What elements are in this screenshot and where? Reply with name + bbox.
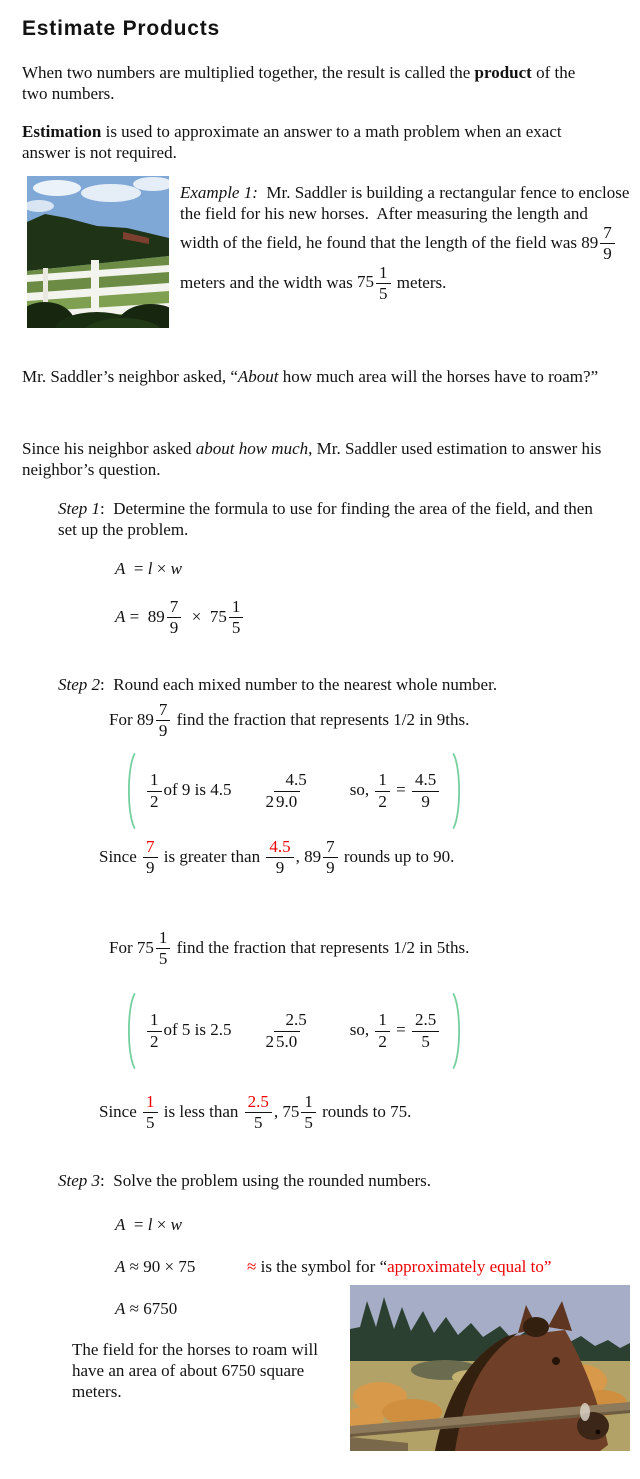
long-division (266, 771, 310, 811)
fraction-4.5-9 (412, 771, 439, 811)
denominator: 5 (304, 1113, 313, 1133)
fraction-1-2 (375, 1011, 390, 1051)
formula-setup (115, 598, 245, 638)
numerator-red: 4.5 (266, 838, 293, 858)
mixed-number-89-7-9 (147, 597, 184, 638)
half-of-statement (145, 771, 232, 811)
red-phrase: approximately equal to” (387, 1257, 552, 1276)
intro-paragraph-1 (22, 62, 604, 104)
fraction-7-9 (600, 224, 615, 264)
var-A: A (115, 1215, 126, 1234)
text-run: Since (99, 846, 142, 866)
denominator: 9 (421, 791, 430, 811)
for-ninths-line (109, 701, 629, 741)
text-run: , Mr. Saddler used estimation to answer his neighbor’s question. (22, 439, 606, 479)
page-title: Estimate Products (22, 17, 220, 40)
ninths-bracket-group (123, 752, 465, 830)
estimation-paragraph (22, 438, 604, 480)
equals-sign: = (125, 1215, 148, 1234)
whole-number: 89 (581, 232, 599, 252)
step3-paragraph (58, 1170, 614, 1191)
text-run: Mr. Saddler’s neighbor asked, “ (22, 367, 238, 386)
var-w: w (170, 1215, 182, 1234)
denominator: 9 (158, 721, 168, 741)
dividend: 5.0 (274, 1031, 300, 1051)
text-run: is used to approximate an answer to a math problem when an exact answer is not required. (22, 122, 566, 162)
numerator: 7 (600, 224, 615, 244)
equals-sign: = (125, 606, 148, 626)
denominator: 5 (379, 284, 388, 304)
whole-number: 89 (304, 846, 322, 866)
numerator: 7 (167, 598, 182, 618)
mixed-number-89-7-9 (304, 837, 340, 878)
numerator: 7 (156, 701, 171, 721)
whole-number: 75 (209, 606, 227, 626)
step2-label: Step 2 (58, 675, 101, 694)
times-sign: × (152, 1215, 171, 1234)
whole-number: 75 (136, 937, 154, 957)
text-run: find the fraction that represents 1/2 in 5ths. (172, 937, 470, 957)
equals-sign: = (391, 779, 410, 799)
pasture-fence-photo (27, 176, 169, 328)
mixed-number-75-1-5 (136, 928, 173, 969)
numerator: 2.5 (412, 1011, 439, 1031)
var-A: A (115, 1299, 126, 1318)
denominator: 5 (421, 1031, 430, 1051)
fraction-1-2 (375, 771, 390, 811)
text-run: rounds up to 90. (339, 846, 455, 866)
formula-area-repeat (115, 1214, 182, 1235)
denominator: 2 (378, 1031, 387, 1051)
mixed-number-75-1-5 (282, 1092, 318, 1133)
denominator: 9 (326, 858, 335, 878)
formula-area (115, 558, 182, 579)
formula-result (115, 1298, 177, 1319)
numerator: 4.5 (412, 771, 439, 791)
right-parenthesis-icon (451, 752, 465, 830)
text-run: of 9 is 4.5 (163, 779, 232, 799)
numerator: 1 (301, 1093, 316, 1113)
half-of-statement (145, 1011, 232, 1051)
var-A: A (115, 1257, 126, 1276)
equals-sign: = (125, 559, 148, 578)
numerator: 7 (323, 838, 338, 858)
denominator: 5 (158, 949, 168, 969)
text-run: : Solve the problem using the rounded numbers. (100, 1171, 432, 1190)
since-ninths-line (99, 838, 629, 878)
denominator: 2 (378, 791, 387, 811)
so-statement (350, 771, 441, 811)
numerator: 1 (147, 1011, 162, 1031)
text-run: is less than (159, 1101, 243, 1121)
pasture-fence-photo-graphic (27, 176, 169, 328)
approx-sign: ≈ (125, 1257, 144, 1276)
var-l: l (147, 559, 153, 578)
var-w: w (170, 559, 182, 578)
text-run: , (295, 846, 305, 866)
approx-sign: ≈ (125, 1299, 144, 1318)
step1-label: Step 1 (58, 499, 101, 518)
intro-paragraph-2 (22, 121, 604, 163)
bold-term-estimation: Estimation (22, 122, 102, 141)
right-parenthesis-icon (451, 992, 465, 1070)
divisor: 2 (265, 1031, 274, 1051)
italic-about-how-much: about how much (195, 439, 309, 458)
neighbor-paragraph (22, 366, 604, 387)
fraction-7-9 (156, 701, 171, 741)
text-run: meters and the width was (180, 232, 622, 292)
text-run: Mr. Saddler is building a rectangular fence to enclose the field for his new horses. After measuring the length and width of the field, he found that the length of the field was (180, 183, 634, 252)
text-run: so, (349, 1019, 374, 1039)
left-parenthesis-icon (123, 752, 137, 830)
var-A: A (115, 606, 126, 626)
dividend: 9.0 (274, 791, 300, 811)
text-run: meters. (392, 272, 447, 292)
text-run: of 5 is 2.5 (163, 1019, 232, 1039)
whole-number: 75 (282, 1101, 300, 1121)
fraction-1-5 (376, 264, 391, 304)
text-run: rounds to 75. (317, 1101, 412, 1121)
fraction-2.5-5 (245, 1093, 272, 1133)
text-run: so, (349, 779, 374, 799)
fraction-1-2 (147, 771, 162, 811)
text-run: For (109, 937, 137, 957)
denominator: 9 (169, 618, 179, 638)
denominator: 5 (231, 618, 241, 638)
text-run: is greater than (159, 846, 265, 866)
text-run: Since (99, 1101, 142, 1121)
fraction-1-5 (143, 1093, 158, 1133)
mixed-number-89-7-9 (581, 223, 617, 264)
fraction-4.5-9 (266, 838, 293, 878)
times-sign: × (152, 559, 171, 578)
fraction-2.5-5 (412, 1011, 439, 1051)
denominator: 9 (146, 858, 155, 878)
whole-number: 75 (357, 272, 375, 292)
numerator-red: 1 (143, 1093, 158, 1113)
numerator: 1 (375, 1011, 390, 1031)
mixed-number-89-7-9 (136, 700, 173, 741)
fifths-bracket-group (123, 992, 465, 1070)
since-fifths-line (99, 1093, 629, 1133)
fraction-1-5 (156, 929, 171, 969)
fraction-1-2 (147, 1011, 162, 1051)
mixed-number-75-1-5 (209, 597, 246, 638)
fraction-7-9 (323, 838, 338, 878)
example-paragraph (180, 182, 634, 304)
so-statement (350, 1011, 441, 1051)
var-l: l (147, 1215, 153, 1234)
denominator: 5 (146, 1113, 155, 1133)
text-run: how much area will the horses have to roam?” (278, 367, 599, 386)
example-label: Example 1: (180, 183, 258, 202)
fraction-1-5 (229, 598, 244, 638)
denominator: 9 (275, 858, 285, 878)
numerator: 1 (229, 598, 244, 618)
numerator: 1 (156, 929, 171, 949)
text-run: For (109, 709, 137, 729)
closing-paragraph: The field for the horses to roam will have an area of about 6750 square meters. (72, 1340, 323, 1401)
denominator: 9 (603, 244, 612, 264)
for-fifths-line (109, 929, 629, 969)
formula-approx (115, 1256, 247, 1277)
expression: 90 × 75 (143, 1257, 196, 1276)
text-run: When two numbers are multiplied together, the result is called the (22, 63, 475, 82)
step1-paragraph (58, 498, 614, 540)
text-run: Since his neighbor asked (22, 439, 196, 458)
equals-sign: = (391, 1019, 410, 1039)
italic-about: About (237, 367, 279, 386)
denominator: 2 (150, 791, 159, 811)
text-run: find the fraction that represents 1/2 in 9ths. (172, 709, 470, 729)
text-run: is the symbol for “ (256, 1257, 388, 1276)
denominator: 5 (254, 1113, 263, 1133)
mixed-number-75-1-5 (357, 262, 393, 304)
fraction-1-5 (301, 1093, 316, 1133)
quotient: 2.5 (285, 1010, 307, 1030)
long-division (266, 1011, 310, 1051)
step3-label: Step 3 (58, 1171, 101, 1190)
whole-number: 89 (147, 606, 165, 626)
text-run: : Determine the formula to use for finding the area of the field, and then set up the problem. (58, 499, 598, 539)
formula-approx-row (115, 1256, 551, 1277)
numerator-red: 2.5 (245, 1093, 272, 1113)
numerator: 1 (375, 771, 390, 791)
denominator: 2 (150, 1031, 159, 1051)
numerator: 1 (376, 264, 391, 284)
approx-note (247, 1257, 551, 1276)
text-run: of the two numbers. (22, 63, 580, 103)
left-parenthesis-icon (123, 992, 137, 1070)
approx-symbol-red: ≈ (247, 1257, 257, 1276)
divisor: 2 (265, 791, 274, 811)
bold-term-product: product (474, 63, 532, 82)
result-value: 6750 (143, 1299, 178, 1318)
quotient: 4.5 (285, 770, 307, 790)
fraction-7-9 (167, 598, 182, 638)
numerator: 1 (147, 771, 162, 791)
horse-photo (350, 1285, 630, 1451)
horse-photo-graphic (350, 1285, 630, 1451)
text-run: , (273, 1101, 283, 1121)
numerator-red: 7 (143, 838, 158, 858)
fraction-7-9 (143, 838, 158, 878)
times-sign: × (183, 606, 210, 626)
step2-paragraph (58, 674, 614, 695)
text-run: : Round each mixed number to the nearest whole number. (100, 675, 498, 694)
whole-number: 89 (136, 709, 154, 729)
var-A: A (115, 559, 126, 578)
